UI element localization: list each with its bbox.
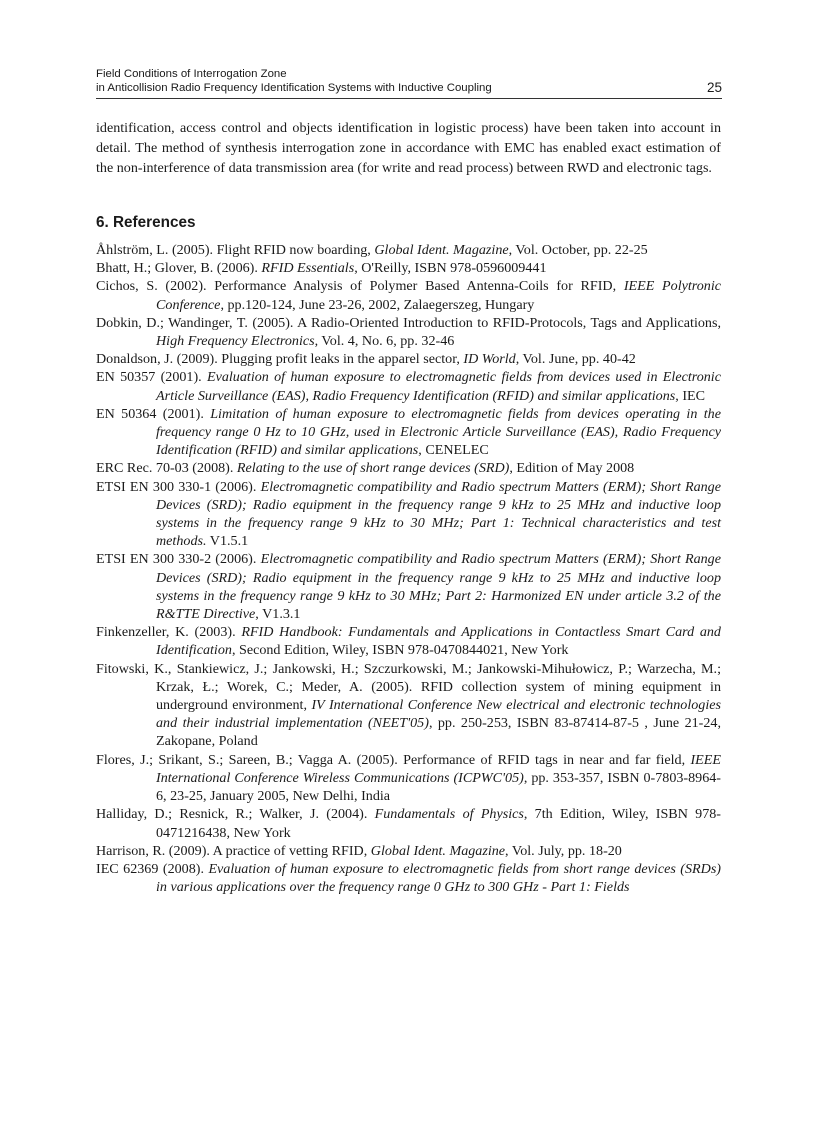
intro-paragraph xyxy=(96,118,721,178)
reference-text: , Vol. October, pp. 22-25 xyxy=(508,242,648,258)
reference-text: Donaldson, J. (2009). Plugging profit leaks in the apparel sector, xyxy=(96,351,464,368)
reference-text: , pp. 250-253, ISBN 83-87414-87-5 , June 21-24, Zakopane, Poland xyxy=(156,715,721,750)
reference-source-title: High Frequency Electronics xyxy=(156,333,315,350)
reference-item xyxy=(96,368,721,404)
reference-text: ETSI EN 300 330-1 (2006). xyxy=(96,478,261,495)
reference-item xyxy=(96,860,721,896)
reference-item xyxy=(96,550,721,623)
reference-source-title: IEEE Polytronic Conference xyxy=(156,278,722,313)
reference-text: ETSI EN 300 330-2 (2006). xyxy=(96,551,261,568)
reference-item xyxy=(96,842,721,860)
reference-item xyxy=(96,259,721,277)
reference-source-title: IV International Conference New electrical and electronic technologies and their industrial implementation (NEET'05) xyxy=(156,697,721,732)
reference-text: , IEC xyxy=(675,387,706,404)
reference-source-title: Evaluation of human exposure to electromagnetic fields from short range devices (SRDs) in various applications over the frequency range 0 GHz to 300 GHz - Part 1: Fields xyxy=(156,860,721,896)
reference-text: Dobkin, D.; Wandinger, T. (2005). A Radio-Oriented Introduction to RFID-Protocols, Tags and Applications, xyxy=(96,314,721,331)
header-title-line-1: Field Conditions of Interrogation Zone xyxy=(96,68,287,80)
reference-source-title: Fundamentals of Physics xyxy=(374,806,524,823)
reference-text: , Vol. July, pp. 18-20 xyxy=(505,842,622,859)
reference-source-title: Evaluation of human exposure to electromagnetic fields from devices used in Electronic Article Surveillance (EAS), Radio Frequency Identification (RFID) and similar applications xyxy=(156,369,721,404)
reference-text: EN 50364 (2001). xyxy=(96,405,211,422)
reference-text: Cichos, S. (2002). Performance Analysis of Polymer Based Antenna-Coils for RFID, xyxy=(96,278,624,295)
running-header xyxy=(96,67,722,95)
reference-text: , Vol. June, pp. 40-42 xyxy=(515,351,636,368)
reference-source-title: RFID Essentials xyxy=(261,260,355,277)
reference-item xyxy=(96,623,721,659)
reference-item xyxy=(96,660,721,751)
reference-item xyxy=(96,751,721,806)
reference-text: Fitowski, K., Stankiewicz, J.; Jankowski, H.; Szczurkowski, M.; Jankowski-Mihułowicz, P.; Warzecha, M.; Krzak, Ł.; Worek, C.; Meder, A. (2005). RFID collection system of mining equipment in underground environment, xyxy=(96,660,721,714)
reference-text: Halliday, D.; Resnick, R.; Walker, J. (2004). xyxy=(96,806,375,823)
reference-text: , O'Reilly, ISBN 978-0596009441 xyxy=(354,260,547,277)
reference-text: , Second Edition, Wiley, ISBN 978-0470844021, New York xyxy=(231,642,569,659)
reference-text: , V1.3.1 xyxy=(255,606,301,623)
reference-list xyxy=(96,241,721,896)
reference-item xyxy=(96,350,721,368)
reference-source-title: ID World xyxy=(463,351,516,368)
reference-text: , CENELEC xyxy=(418,442,489,459)
reference-item xyxy=(96,459,721,477)
reference-text: ERC Rec. 70-03 (2008). xyxy=(96,460,237,477)
reference-source-title: Limitation of human exposure to electromagnetic fields from devices operating in the frequency range 0 Hz to 10 GHz, used in Electronic Article Surveillance (EAS), Radio Frequency Identification (RFID) and similar applications xyxy=(156,405,721,459)
reference-text: , Edition of May 2008 xyxy=(509,460,635,477)
reference-item xyxy=(96,241,721,259)
reference-text: Finkenzeller, K. (2003). xyxy=(96,624,242,641)
reference-item xyxy=(96,405,721,460)
header-rule xyxy=(96,98,722,99)
reference-source-title: Global Ident. Magazine xyxy=(370,842,506,859)
reference-text: Harrison, R. (2009). A practice of vetting RFID, xyxy=(96,842,371,859)
intro-text: identification, access control and objects identification in logistic process) have been taken into account in detail. The method of synthesis interrogation zone in accordance with EMC has enabled exact estimation of the non-interference of data transmission area (for write and read process) between RWD and electronic tags. xyxy=(96,120,721,176)
reference-text: Åhlström, L. (2005). Flight RFID now boarding, xyxy=(96,242,375,258)
reference-source-title: Electromagnetic compatibility and Radio spectrum Matters (ERM); Short Range Devices (SRD); Radio equipment in the frequency range 9 kHz to 25 MHz and inductive loop systems in the frequency range 9 kHz to 30 MHz; Part 2: Harmonized EN under article 3.2 of the R&TTE Directive xyxy=(156,551,721,623)
reference-text: , Vol. 4, No. 6, pp. 32-46 xyxy=(314,333,455,350)
reference-text: IEC 62369 (2008). xyxy=(96,860,209,877)
reference-text: EN 50357 (2001). xyxy=(96,369,207,386)
reference-item xyxy=(96,478,721,551)
page-number: 25 xyxy=(706,80,722,95)
reference-text: Flores, J.; Srikant, S.; Sareen, B.; Vagga A. (2005). Performance of RFID tags in near and far field, xyxy=(96,751,691,768)
reference-source-title: RFID Handbook: Fundamentals and Applications in Contactless Smart Card and Identification xyxy=(156,624,721,659)
reference-source-title: Relating to the use of short range devices (SRD) xyxy=(236,460,510,477)
reference-item xyxy=(96,805,721,841)
reference-item xyxy=(96,314,721,350)
reference-text: V1.5.1 xyxy=(206,533,249,550)
header-title-line-2: in Anticollision Radio Frequency Identification Systems with Inductive Coupling xyxy=(96,82,492,94)
reference-item xyxy=(96,277,721,313)
reference-text: , pp.120-124, June 23-26, 2002, Zalaegerszeg, Hungary xyxy=(220,296,535,313)
reference-source-title: Global Ident. Magazine xyxy=(374,242,509,258)
reference-text: , pp. 353-357, ISBN 0-7803-8964-6, 23-25, January 2005, New Delhi, India xyxy=(156,769,721,805)
reference-source-title: IEEE International Conference Wireless Communications (ICPWC'05) xyxy=(156,751,721,786)
reference-text: Bhatt, H.; Glover, B. (2006). xyxy=(96,260,262,277)
section-title: 6. References xyxy=(96,214,196,231)
reference-source-title: Electromagnetic compatibility and Radio spectrum Matters (ERM); Short Range Devices (SRD); Radio equipment in the frequency range 9 kHz to 25 MHz and inductive loop systems in the frequency range 9 kHz to 30 MHz; Part 1: Technical characteristics and test methods. xyxy=(156,478,721,550)
reference-text: , 7th Edition, Wiley, ISBN 978-0471216438, New York xyxy=(156,806,722,841)
